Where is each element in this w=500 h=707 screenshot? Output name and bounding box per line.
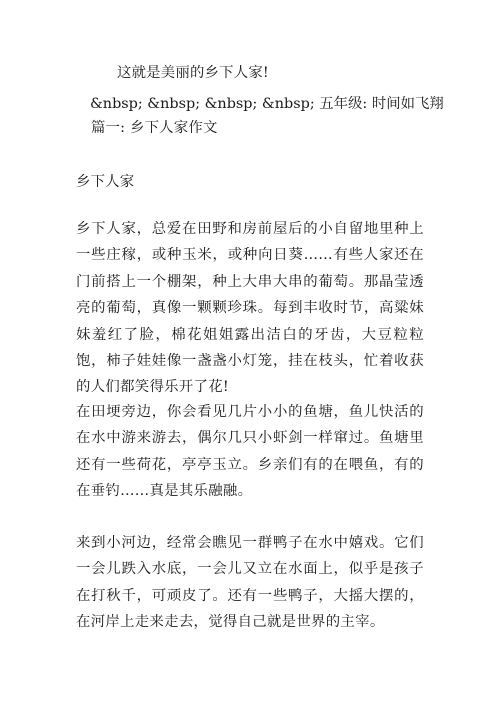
intro-line: 这就是美丽的乡下人家! (117, 65, 269, 81)
chapter-heading: 篇一: 乡下人家作文 (91, 120, 218, 136)
paragraph-1: 乡下人家，总爱在田野和房前屋后的小自留地里种上一些庄稼，或种玉米，或种向日葵……有些人家还在门前搭上一个棚架，种上大串大串的葡萄。那晶莹透亮的葡萄，真像一颗颗珍珠。每到丰收时节，高粱妹妹羞红了脸，棉花姐姐露出洁白的牙齿，大豆粒粒饱，柿子娃娃像一盏盏小灯笼，挂在枝头，忙着收获的人们都笑得乐开了花! (76, 221, 424, 396)
paragraph-2: 在田埂旁边，你会看见几片小小的鱼塘，鱼儿快活的在水中游来游去，偶尔几只小虾剑一样窜过。鱼塘里还有一些荷花，亭亭玉立。乡亲们有的在喂鱼，有的在垂钓……真是其乐融融。 (76, 404, 424, 500)
meta-line: &nbsp; &nbsp; &nbsp; &nbsp; 五年级: 时间如飞翔 (90, 96, 444, 112)
article-title: 乡下人家 (76, 174, 135, 190)
paragraph-3: 来到小河边，经常会瞧见一群鸭子在水中嬉戏。它们一会儿跌入水底，一会儿又立在水面上，似乎是孩子在打秋千，可顽皮了。还有一些鸭子，大摇大摆的，在河岸上走来走去，觉得自己就是世界的主宰。 (76, 535, 424, 631)
